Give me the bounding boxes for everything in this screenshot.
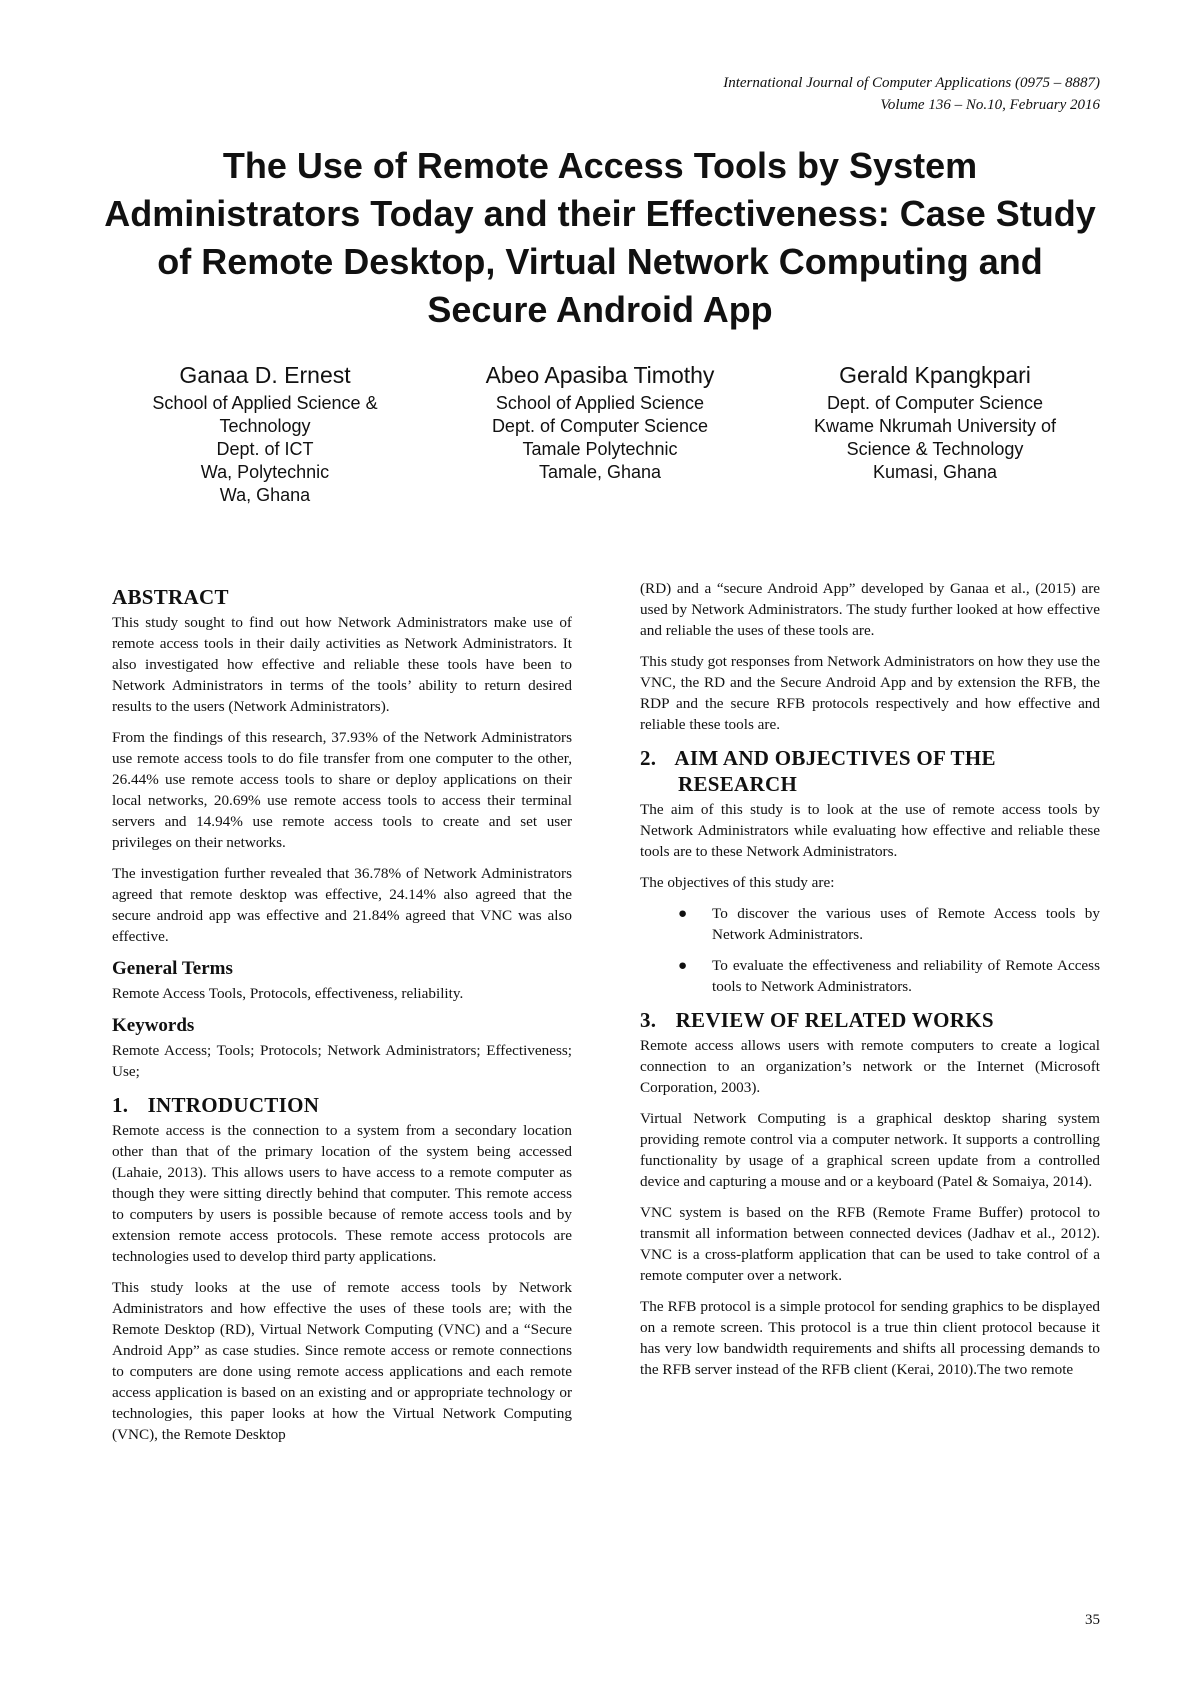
author-affiliation: Kwame Nkrumah University of: [813, 416, 1057, 436]
author-affiliation: School of Applied Science &: [152, 393, 378, 413]
objective-text: To discover the various uses of Remote Access tools by Network Administrators.: [712, 905, 1100, 943]
aim-heading: [640, 745, 1100, 797]
paper-title: The Use of Remote Access Tools by System Administrators Today and their Effectiveness: Case Study of Remote Desktop, Virtual Network Computing and Secure Android App: [104, 145, 1096, 330]
bullet-icon: ●: [678, 905, 688, 922]
author-affiliation: Wa, Polytechnic: [200, 462, 330, 482]
review-paragraph: VNC system is based on the RFB (Remote Frame Buffer) protocol to transmit all information between connected devices (Jadhav et al., 2012). VNC is a cross-platform application that can be used to take control of a remote computer over a network.: [640, 1204, 1100, 1284]
left-column: [112, 578, 572, 1455]
author-2: [435, 360, 765, 507]
author-affiliation: Dept. of Computer Science: [491, 416, 709, 436]
intro-paragraph: This study looks at the use of remote access tools by Network Administrators and how effective the uses of these tools are; with the Remote Desktop (RD), Virtual Network Computing (VNC) and a “Secure Android App” as case studies. Since remote access or remote connections to computers are done using remote access applications and each remote access application is based on an existing and or appropriate technology or technologies, this paper looks at how the Virtual Network Computing (VNC), the Remote Desktop: [112, 1279, 572, 1443]
section-title: REVIEW OF RELATED WORKS: [675, 1008, 994, 1032]
author-name: Ganaa D. Ernest: [179, 362, 351, 388]
author-affiliation: Tamale Polytechnic: [522, 439, 678, 459]
abstract-paragraph: The investigation further revealed that 36.78% of Network Administrators agreed that remote desktop was effective, 24.14% also agreed that the secure android app was effective and 21.84% agreed that VNC was also effective.: [112, 865, 572, 945]
journal-name: International Journal of Computer Applications (0975 – 8887): [723, 75, 1100, 91]
author-block: [100, 360, 1100, 507]
section-number: 2.: [640, 746, 657, 770]
section-title-cont: RESEARCH: [678, 772, 798, 796]
abstract-paragraph: This study sought to find out how Network Administrators make use of remote access tools in their daily activities as Network Administrators. It also investigated how effective and reliable these tools have been to Network Administrators in terms of the tools’ ability to return desired results to the users (Network Administrators).: [112, 614, 572, 715]
author-name: Gerald Kpangkpari: [839, 362, 1031, 388]
section-title: INTRODUCTION: [147, 1093, 320, 1117]
journal-volume: Volume 136 – No.10, February 2016: [880, 97, 1100, 113]
review-heading: [640, 1007, 1100, 1033]
journal-header: [723, 72, 1100, 116]
list-item: [640, 903, 1100, 945]
section-title: AIM AND OBJECTIVES OF THE: [674, 746, 996, 770]
keywords-heading: Keywords: [112, 1015, 195, 1036]
aim-paragraph: The aim of this study is to look at the use of remote access tools by Network Administrators while evaluating how effective and reliable these tools are to these Network Administrators.: [640, 801, 1100, 860]
section-number: 3.: [640, 1008, 657, 1032]
list-item: [640, 955, 1100, 997]
review-paragraph: Virtual Network Computing is a graphical desktop sharing system providing remote control via a computer network. It supports a controlling functionality by usage of a graphical screen update from a controlled device and capturing a mouse and or a keyboard (Patel & Somaiya, 2014).: [640, 1110, 1100, 1190]
intro-continuation: (RD) and a “secure Android App” developed by Ganaa et al., (2015) are used by Network Administrators. The study further looked at how effective and reliable the uses of these tools are.: [640, 580, 1100, 639]
keywords-text: Remote Access; Tools; Protocols; Network Administrators; Effectiveness; Use;: [112, 1042, 572, 1080]
objectives-intro: The objectives of this study are:: [640, 874, 835, 891]
author-affiliation: Kumasi, Ghana: [872, 462, 998, 482]
intro-paragraph: Remote access is the connection to a system from a secondary location other than that of the primary location of the system being accessed (Lahaie, 2013). This allows users to have access to a remote computer as though they were sitting directly behind that computer. This remote access to computers by users is possible because of remote access tools and by extension remote access protocols. These remote access protocols are technologies used to develop third party applications.: [112, 1122, 572, 1265]
right-column: [640, 578, 1100, 1390]
author-affiliation: School of Applied Science: [495, 393, 705, 413]
abstract-paragraph: From the findings of this research, 37.93% of the Network Administrators use remote access tools to do file transfer from one computer to the other, 26.44% use remote access tools to share or deploy applications on their local networks, 20.69% use remote access tools to access their terminal servers and 14.94% use remote access tools to create and set user privileges on their networks.: [112, 729, 572, 851]
objective-text: To evaluate the effectiveness and reliability of Remote Access tools to Network Administrators.: [712, 957, 1100, 995]
section-number: 1.: [112, 1093, 129, 1117]
intro-paragraph: This study got responses from Network Administrators on how they use the VNC, the RD and the Secure Android App and by extension the RFB, the RDP and the secure RFB protocols respectively and how effective and reliable these tools are.: [640, 653, 1100, 733]
author-name: Abeo Apasiba Timothy: [485, 362, 715, 388]
author-3: [770, 360, 1100, 507]
review-paragraph: The RFB protocol is a simple protocol for sending graphics to be displayed on a remote screen. This protocol is a true thin client protocol because it has very low bandwidth requirements and shifts all processing demands to the RFB server instead of the RFB client (Kerai, 2010).The two remote: [640, 1298, 1100, 1378]
page-number: 35: [1085, 1612, 1100, 1628]
author-affiliation: Tamale, Ghana: [538, 462, 662, 482]
author-affiliation: Wa, Ghana: [219, 485, 311, 505]
bullet-icon: ●: [678, 957, 688, 974]
general-terms-heading: General Terms: [112, 958, 233, 979]
author-1: [100, 360, 430, 507]
intro-heading: [112, 1092, 572, 1118]
author-affiliation: Dept. of Computer Science: [826, 393, 1044, 413]
objectives-list: [640, 903, 1100, 997]
author-affiliation: Science & Technology: [846, 439, 1024, 459]
general-terms-text: Remote Access Tools, Protocols, effectiveness, reliability.: [112, 985, 464, 1002]
author-affiliation: Dept. of ICT: [216, 439, 314, 459]
author-affiliation: Technology: [219, 416, 311, 436]
review-paragraph: Remote access allows users with remote computers to create a logical connection to an organization’s network or the Internet (Microsoft Corporation, 2003).: [640, 1037, 1100, 1096]
abstract-heading: ABSTRACT: [112, 585, 229, 609]
